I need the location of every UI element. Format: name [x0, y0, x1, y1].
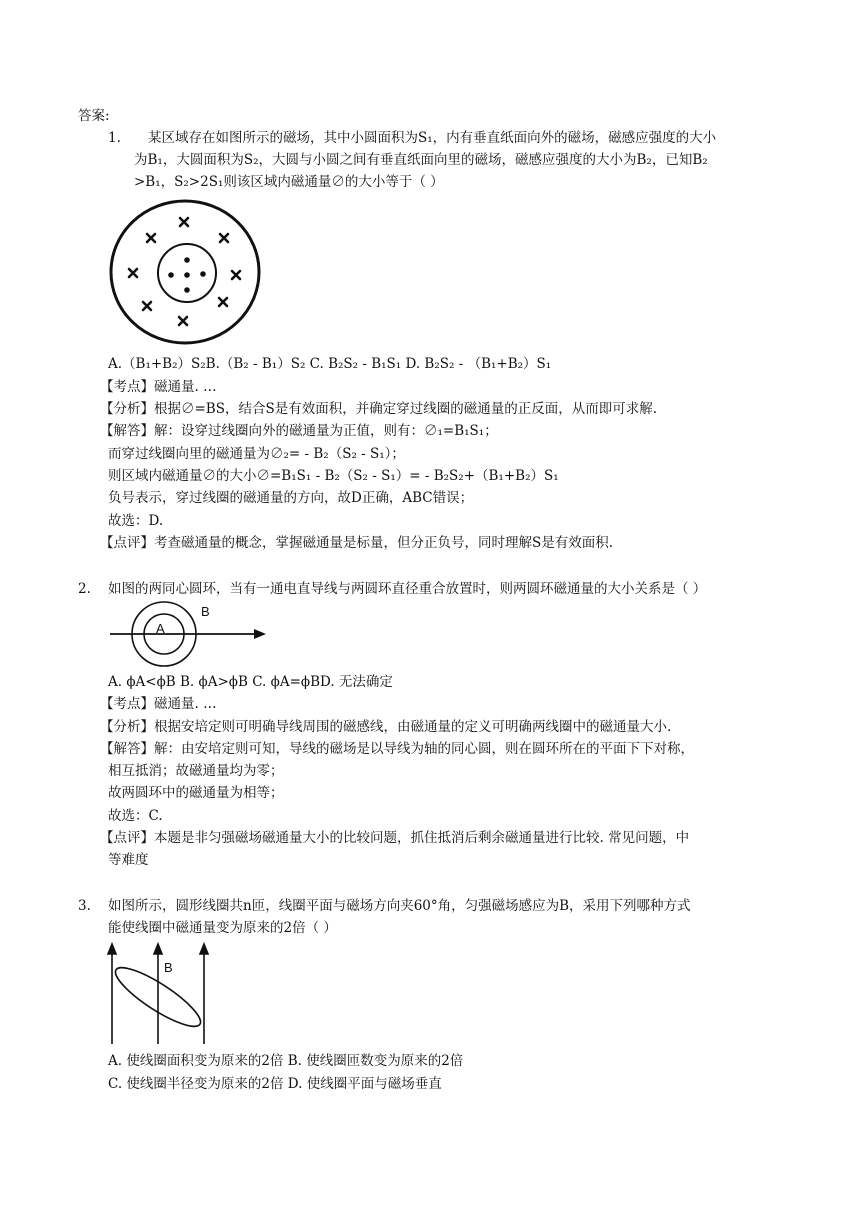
q2-fenxi: 【分析】根据安培定则可明确导线周围的磁感线，由磁通量的定义可明确两线圈中的磁通量大小. [100, 719, 672, 735]
field-b-label: B [164, 960, 173, 975]
field-out-dot [200, 271, 206, 277]
q1-jieda-line1: 【解答】解：设穿过线圈向外的磁通量为正值，则有：∅₁=B₁S₁； [100, 423, 498, 439]
field-in-cross [129, 269, 137, 277]
current-arrowhead [254, 629, 266, 639]
field-in-cross [180, 218, 188, 226]
q3-options-line1: A. 使线圈面积变为原来的2倍 B. 使线圈匝数变为原来的2倍 [108, 1053, 464, 1069]
field-arrowhead [154, 944, 162, 954]
q2-jieda-line1: 【解答】解：由安培定则可知，导线的磁场是以导线为轴的同心圆，则在圆环所在的平面下下对称， [100, 741, 694, 757]
q1-figure-concentric-fields [108, 198, 264, 346]
q3-options-line2: C. 使线圈半径变为原来的2倍 D. 使线圈平面与磁场垂直 [108, 1076, 442, 1092]
field-out-dot [168, 272, 174, 278]
q1-answer: 故选：D. [108, 513, 164, 529]
field-in-cross [219, 298, 227, 306]
q1-kaodian: 【考点】磁通量. … [100, 379, 217, 395]
q1-dianping: 【点评】考查磁通量的概念，掌握磁通量是标量，但分正负号，同时理解S是有效面积. [100, 535, 614, 551]
q3-stem-line2: 能使线圈中磁通量变为原来的2倍（ ） [108, 920, 337, 936]
ring-b-label: B [201, 604, 210, 619]
q1-number: 1. [108, 130, 121, 146]
q2-dianping-line1: 【点评】本题是非匀强磁场磁通量大小的比较问题，抓住抵消后剩余磁通量进行比较. 常见问题，中 [100, 830, 690, 846]
field-arrowhead [200, 944, 208, 954]
q2-dianping-line2: 等难度 [108, 852, 149, 868]
q2-figure-concentric-rings-wire [108, 600, 268, 668]
q3-figure-coil-in-field [104, 940, 214, 1046]
q2-kaodian: 【考点】磁通量. … [100, 696, 217, 712]
q1-jieda-line3: 则区域内磁通量∅的大小∅=B₁S₁ - B₂（S₂ - S₁）= - B₂S₂+（B₁+B₂）S₁ [108, 468, 559, 484]
q2-stem: 如图的两同心圆环，当有一通电直导线与两圆环直径重合放置时，则两圆环磁通量的大小关系是（ ） [108, 581, 707, 597]
answer-header: 答案: [78, 108, 110, 124]
q2-options: A. ϕA<ϕB B. ϕA>ϕB C. ϕA=ϕBD. 无法确定 [108, 674, 393, 690]
field-out-dot [184, 287, 190, 293]
q1-stem-line3: >B₁，S₂>2S₁则该区域内磁通量∅的大小等于（ ） [134, 174, 444, 190]
field-out-dot [184, 257, 190, 263]
q2-jieda-line3: 故两圆环中的磁通量为相等； [108, 785, 284, 801]
q2-jieda-line2: 相互抵消；故磁通量均为零； [108, 763, 284, 779]
q1-options: A.（B₁+B₂）S₂B.（B₂ - B₁）S₂ C. B₂S₂ - B₁S₁ D. B₂S₂ - （B₁+B₂）S₁ [108, 356, 552, 372]
q2-answer: 故选：C. [108, 808, 163, 824]
q1-fenxi: 【分析】根据∅=BS，结合S是有效面积，并确定穿过线圈的磁通量的正反面，从而即可求解. [100, 401, 658, 417]
field-in-cross [220, 234, 228, 242]
q1-jieda-line4: 负号表示，穿过线圈的磁通量的方向，故D正确，ABC错误； [108, 490, 474, 506]
ring-a-label: A [156, 621, 165, 636]
field-arrowhead [108, 944, 116, 954]
q1-jieda-line2: 而穿过线圈向里的磁通量为∅₂= - B₂（S₂ - S₁）； [108, 446, 405, 462]
field-in-cross [147, 234, 155, 242]
q1-stem-line1: 某区域存在如图所示的磁场，其中小圆面积为S₁，内有垂直纸面向外的磁场，磁感应强度的大小 [148, 130, 717, 146]
q2-number: 2. [78, 581, 91, 597]
q1-stem-line2: 为B₁，大圆面积为S₂，大圆与小圆之间有垂直纸面向里的磁场，磁感应强度的大小为B₂，已知B₂ [134, 152, 708, 168]
field-in-cross [143, 302, 151, 310]
field-in-cross [232, 271, 240, 279]
q3-stem-line1: 如图所示，圆形线圈共n匝，线圈平面与磁场方向夹60°角，匀强磁场感应为B，采用下列哪种方式 [108, 898, 691, 914]
field-out-dot [184, 272, 190, 278]
field-in-cross [179, 317, 187, 325]
q3-number: 3. [78, 898, 91, 914]
